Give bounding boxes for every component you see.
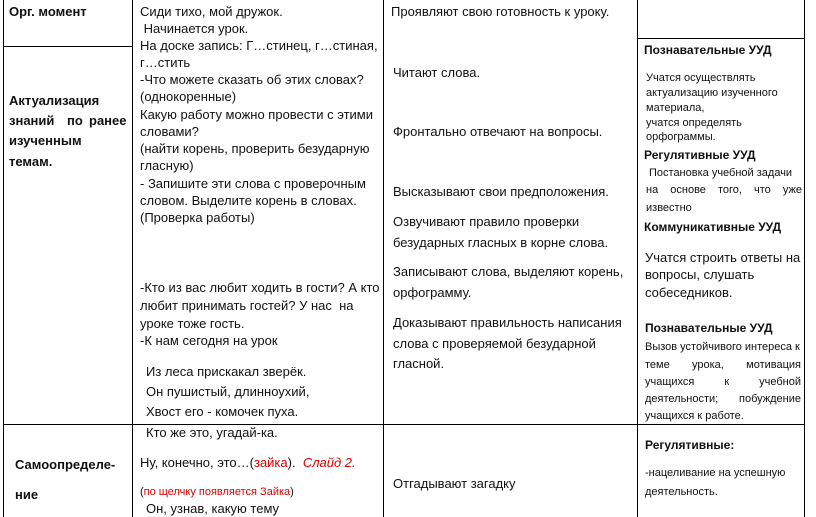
row-divider-2 [3, 424, 805, 425]
heading-cognitive-1: Познавательные УУД [644, 43, 772, 57]
heading-regulative-1: Регулятивные УУД [644, 148, 756, 162]
heading-cognitive-2: Познавательные УУД [645, 321, 773, 335]
heading-communicative: Коммуникативные УУД [644, 220, 782, 234]
org-moment-label: Орг. момент [9, 4, 87, 19]
row-divider-1b [637, 38, 805, 39]
table-border-left [3, 0, 4, 517]
table-border-right [804, 0, 805, 517]
table-border-col1 [132, 0, 133, 517]
table-border-col3 [637, 0, 638, 517]
table-border-col2 [383, 0, 384, 517]
click-note: (по щелчку появляется Зайка) [140, 486, 294, 498]
heading-regulative-2: Регулятивные: [645, 438, 735, 452]
row-divider-1 [3, 46, 133, 47]
riddle-answer-line: Ну, конечно, это…(зайка). Слайд 2. [140, 455, 356, 470]
